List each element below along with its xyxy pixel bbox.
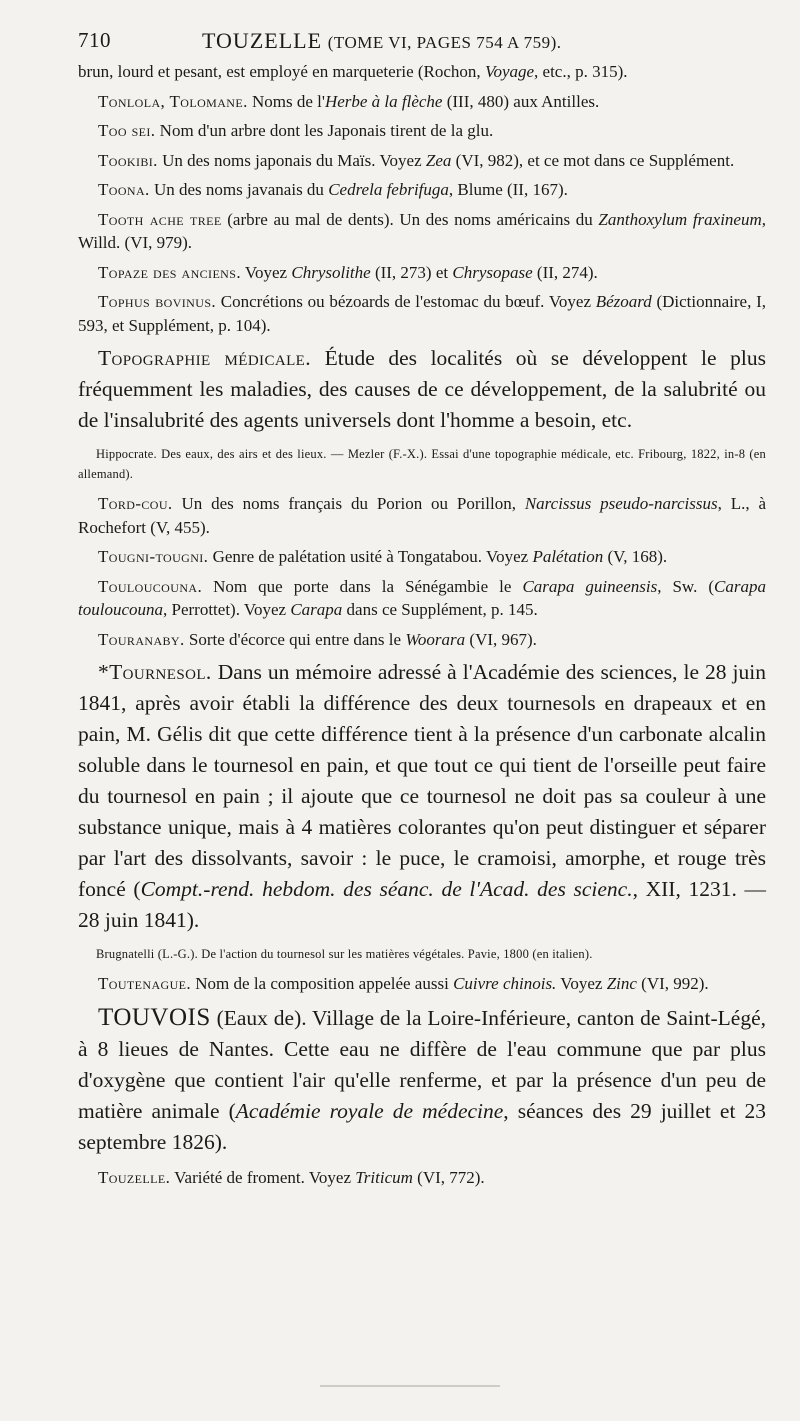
entry-tail: , Willd. (VI, 979).	[78, 209, 766, 252]
entry-topaze	[78, 261, 766, 285]
entry-tonlola	[78, 90, 766, 114]
entry-headword: TOUVOIS	[98, 1003, 211, 1031]
entry-body: (arbre au mal de dents). Un des noms américains du	[221, 209, 599, 229]
entry-headword: Touloucouna.	[98, 576, 203, 596]
entry-body: Concrétions ou bézoards de l'estomac du bœuf. Voyez	[216, 292, 596, 311]
page-number: 710	[78, 28, 111, 52]
page-header	[78, 22, 766, 60]
entry-reference: Herbe à la flèche	[324, 91, 443, 111]
entry-reference: Zanthoxylum fraxineum	[598, 209, 762, 229]
dictionary-page	[78, 22, 766, 1195]
running-headword: TOUZELLE	[202, 28, 323, 53]
running-head	[202, 28, 562, 54]
entry-tail: , etc., p. 315).	[534, 62, 628, 81]
entry-tooth-ache-tree	[78, 208, 766, 255]
entry-reference: Carapa guineensis	[522, 576, 658, 596]
entry-headword: Toona.	[98, 180, 150, 199]
entry-body: Un des noms javanais du	[149, 180, 329, 199]
entry-reference: Narcissus pseudo-narcissus	[524, 494, 718, 513]
entry-too-sei	[78, 119, 766, 143]
entry-body: Noms de l'	[247, 91, 325, 111]
entry-tail: , Sw. (	[657, 576, 715, 596]
entry-headword: Tooth ache tree	[98, 209, 222, 229]
entry-body: Dans un mémoire adressé à l'Académie des sciences, le 28 juin 1841, après avoir établi la différence des deux tournesols en drapeaux et en pain, M. Gélis dit que cette différence tient à la présence d'un carbonate alcalin soluble dans le tournesol en pain, et que tout ce qui tient de l'orseille peut faire du tournesol en pain ; il ajoute que ce tournesol ne doit pas sa couleur à une substance unique, mais à 4 matières colorantes qu'on peut distinguer et séparer par l'art des dissolvants, savoir : le puce, le cramoisi, amorphe, et rouge très foncé (	[78, 660, 766, 901]
entry-reference: Woorara	[405, 629, 466, 649]
entry-reference: Carapa touloucouna	[78, 576, 766, 619]
entry-body: Nom de la composition appelée aussi	[191, 974, 454, 993]
entry-reference: Palétation	[532, 547, 604, 566]
entry-body: Un des noms français du Porion ou Porillon,	[172, 494, 525, 513]
entry-toona	[78, 178, 766, 202]
entry-touvois	[78, 1002, 766, 1158]
entry-headword: Touranaby.	[98, 629, 185, 649]
entry-headword: Tougni-tougni.	[98, 547, 209, 566]
entry-body: Un des noms japonais du Maïs. Voyez	[157, 150, 426, 170]
bibliography-brugnatelli: Brugnatelli (L.-G.). De l'action du tournesol sur les matières végétales. Pavie, 1800 (en italien).	[96, 947, 593, 961]
entry-tail: (VI, 967).	[465, 629, 537, 649]
entry-headword: Tonlola, Tolomane.	[98, 91, 248, 111]
entry-reference: Compt.-rend. hebdom. des séanc. de l'Acad. des scienc.	[140, 877, 633, 901]
entry-tookibi	[78, 149, 766, 173]
entry-tord-cou	[78, 492, 766, 539]
entry-reference: Carapa	[290, 600, 343, 619]
entry-reference: Cuivre chinois.	[453, 974, 557, 993]
entry-headword: Tord-cou.	[98, 494, 173, 513]
entry-body: Voyez	[240, 262, 292, 282]
entry-touranaby	[78, 628, 766, 652]
entry-reference: Voyage	[484, 62, 535, 81]
entry-tail: , XII, 1231. — 28 juin 1841).	[78, 877, 766, 932]
entry-touzelle	[78, 1166, 766, 1190]
entry-headword: Topaze des anciens.	[98, 262, 241, 282]
entry-continuation	[78, 60, 766, 84]
entry-reference: Zea	[425, 150, 452, 170]
entry-reference: Cedrela febrifuga	[328, 180, 449, 199]
entry-reference: Chrysolithe	[291, 262, 371, 282]
entry-tail: (VI, 992).	[636, 974, 709, 993]
entry-reference: Bézoard	[595, 292, 652, 311]
entry-toutenague	[78, 972, 766, 996]
entry-topographie	[78, 343, 766, 436]
entry-reference: Triticum	[355, 1167, 413, 1187]
entry-headword: Topographie médicale.	[98, 346, 311, 370]
entry-headword: Toutenague.	[98, 974, 192, 993]
entry-reference: Zinc	[606, 974, 637, 993]
entry-headword: Tophus bovinus.	[98, 292, 217, 311]
entry-tougni-tougni	[78, 545, 766, 569]
entry-body: Sorte d'écorce qui entre dans le	[184, 629, 406, 649]
entry-tail: (III, 480) aux Antilles.	[442, 91, 600, 111]
entry-tail: (V, 168).	[603, 547, 668, 566]
bibliography-hippocrate: Hippocrate. Des eaux, des airs et des lieux. — Mezler (F.-X.). Essai d'une topographie médicale, etc. Fribourg, 1822, in-8 (en allemand).	[78, 447, 766, 481]
entry-body: Nom que porte dans la Sénégambie le	[202, 576, 523, 596]
entry-tail: , Perrottet). Voyez	[163, 600, 291, 619]
entry-tail: (VI, 982), et ce mot dans ce Supplément.	[451, 150, 735, 170]
entry-body: (Eaux de). Village de la Loire-Inférieure, canton de Saint-Légé, à 8 lieues de Nantes. Cette eau ne diffère de l'eau commune que par plus d'oxygène que contient l'air qu'elle renferme, et par la présence d'un peu de matière animale (	[78, 1005, 766, 1123]
entry-tail: , L., à Rochefort (V, 455).	[78, 494, 766, 537]
entry-tail: (VI, 772).	[412, 1167, 485, 1187]
running-tome-range: (TOME VI, PAGES 754 A 759).	[327, 33, 562, 52]
entry-body: Nom d'un arbre dont les Japonais tirent de la glu.	[155, 121, 494, 140]
entry-tail: (II, 273) et	[370, 262, 453, 282]
entry-tail: (Dictionnaire, I, 593, et Supplément, p. 104).	[78, 292, 766, 335]
page-bottom-rule	[320, 1385, 500, 1387]
entry-tail: (II, 274).	[532, 262, 598, 282]
entry-body: Étude des localités où se développent le plus fréquemment les maladies, des causes de ce développement, de la salubrité ou de l'insalubrité des agents universels dont l'homme a besoin, etc.	[78, 346, 766, 432]
entry-headword: Too sei.	[98, 121, 156, 140]
entry-touloucouna	[78, 575, 766, 622]
entry-tail: , Blume (II, 167).	[448, 180, 568, 199]
entry-body: Genre de palétation usité à Tongatabou. Voyez	[208, 547, 533, 566]
entry-tophus	[78, 290, 766, 337]
entry-reference: Chrysopase	[452, 262, 533, 282]
entry-tail: , séances des 29 juillet et 23 septembre 1826).	[78, 1098, 766, 1154]
entry-body: Variété de froment. Voyez	[170, 1167, 356, 1187]
entry-body: brun, lourd et pesant, est employé en marqueterie (Rochon,	[78, 62, 485, 81]
entry-reference: Académie royale de médecine	[235, 1098, 504, 1123]
entry-tail: Voyez	[556, 974, 607, 993]
entry-headword: Touzelle.	[98, 1167, 171, 1187]
entry-headword: *Tournesol.	[98, 660, 212, 684]
entry-tail: dans ce Supplément, p. 145.	[342, 600, 538, 619]
entry-tournesol	[78, 657, 766, 936]
entry-headword: Tookibi.	[98, 150, 158, 170]
